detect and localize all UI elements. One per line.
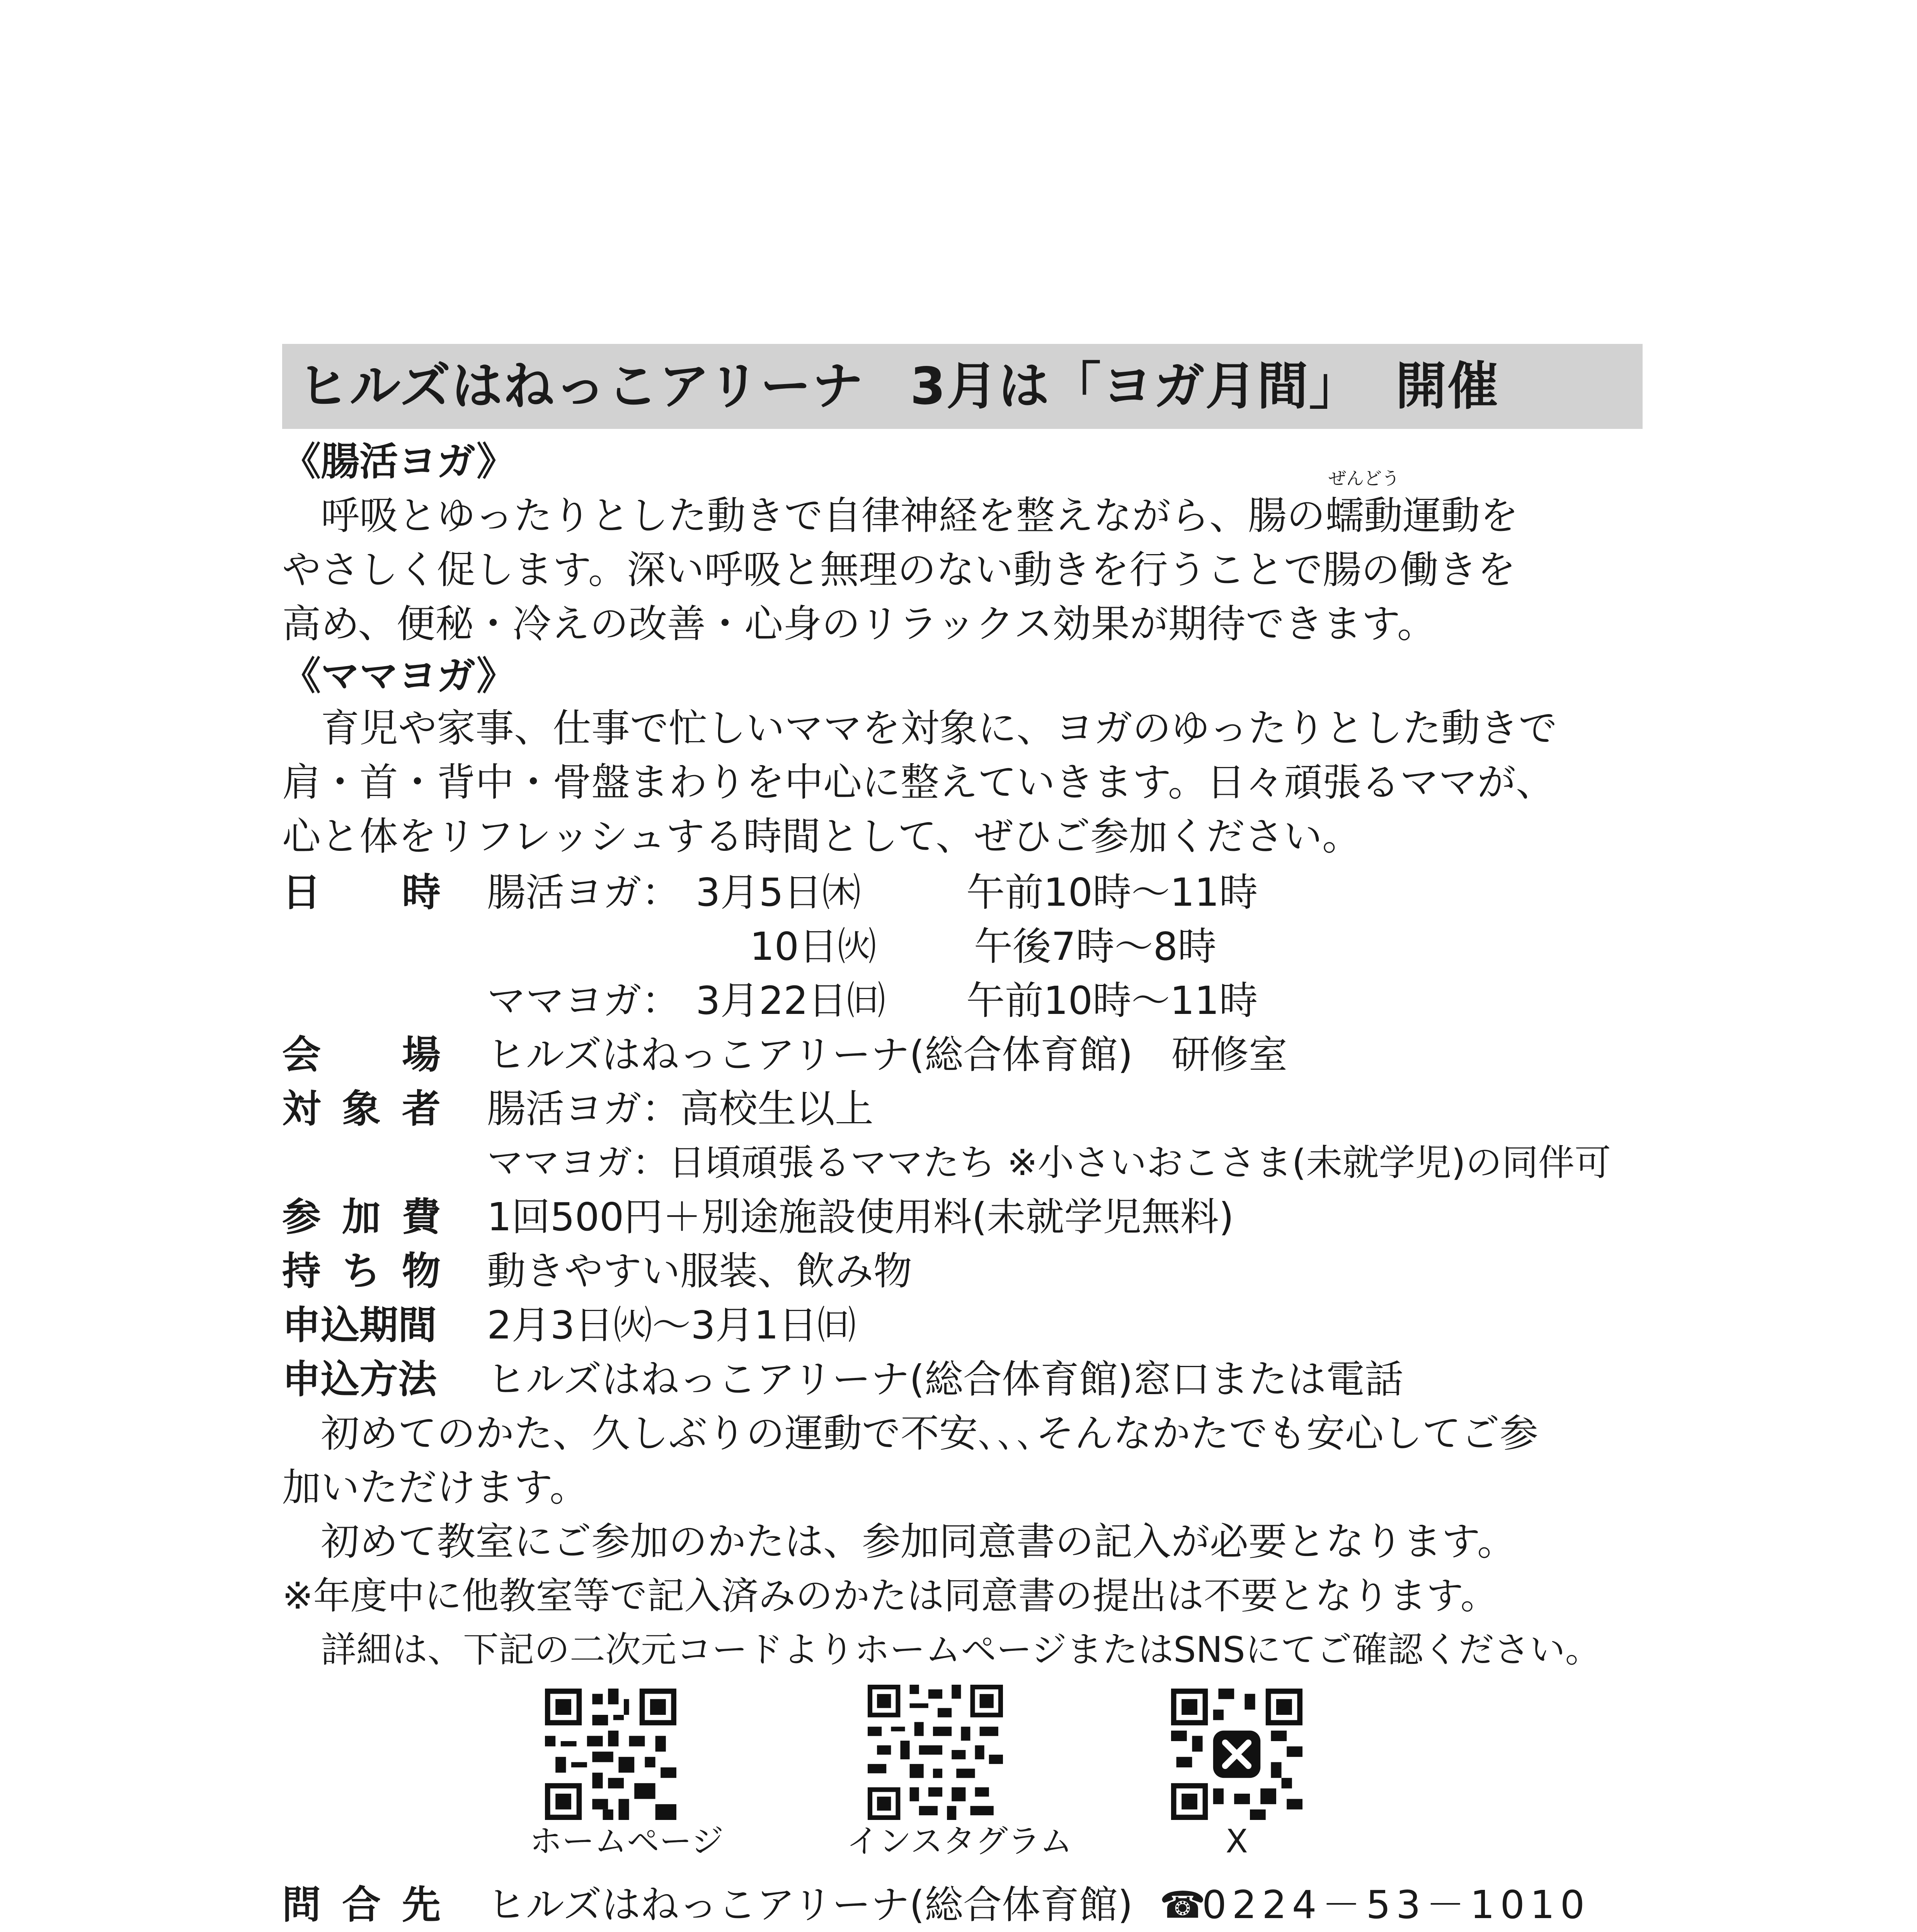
method-row	[282, 1352, 1643, 1406]
note-line: ※年度中に他教室等で記入済みのかたは同意書の提出は不要となります。	[282, 1574, 1498, 1617]
datetime-date: 3月5日㈭	[696, 870, 861, 915]
ruby-word: ぜんどう 蠕動	[1325, 468, 1403, 538]
qr-instagram[interactable]	[846, 1685, 1073, 1862]
body-line: 高め、便秘・冷えの改善・心身のリラックス効果が期待できます。	[282, 601, 1436, 646]
period-value: 2月3日㈫～3月1日㈰	[487, 1303, 856, 1348]
target-label: 対 象 者	[282, 1086, 441, 1131]
note-line: 初めて教室にご参加のかたは、参加同意書の記入が必要となります。	[321, 1519, 1516, 1564]
datetime-date: 3月22日㈰	[696, 978, 885, 1023]
section-body-mama-yoga	[282, 701, 1643, 864]
fee-label: 参 加 費	[282, 1194, 441, 1240]
target-row	[282, 1082, 1643, 1136]
venue-row	[282, 1028, 1643, 1082]
venue-value: ヒルズはねっこアリーナ(総合体育館) 研修室	[487, 1032, 1288, 1077]
contact-label: 問 合 先	[282, 1882, 441, 1927]
section-heading-gut-yoga: 《腸活ヨガ》	[282, 439, 515, 484]
note-line: 詳細は、下記の二次元コードよりホームページまたはSNSにてご確認ください。	[321, 1629, 1601, 1670]
body-line: 呼吸とゆったりとした動きで自律神経を整えながら、腸の ぜんどう 蠕動運動を	[282, 489, 1643, 543]
method-label: 申込方法	[282, 1357, 437, 1402]
page-title	[282, 344, 1643, 429]
datetime-date: 10日㈫	[750, 924, 877, 969]
contact-name: ヒルズはねっこアリーナ(総合体育館)	[487, 1882, 1133, 1927]
fee-value: 1回500円＋別途施設使用料(未就学児無料)	[487, 1194, 1234, 1240]
period-row	[282, 1298, 1643, 1352]
target-value: 腸活ヨガ：高校生以上	[487, 1086, 873, 1131]
qr-code-icon	[545, 1689, 676, 1820]
qr-caption-instagram: インスタグラム	[846, 1822, 1073, 1860]
title-month: 3月は「ヨガ月間」	[910, 357, 1361, 416]
title-event: 開催	[1395, 357, 1499, 416]
body-line: 育児や家事、仕事で忙しいママを対象に、ヨガのゆったりとした動きで	[321, 706, 1557, 751]
body-line: 肩・首・背中・骨盤まわりを中心に整えていきます。日々頑張るママが、	[282, 760, 1554, 805]
method-value: ヒルズはねっこアリーナ(総合体育館)窓口または電話	[487, 1357, 1404, 1402]
contact-row	[282, 1878, 1643, 1932]
items-value: 動きやすい服装、飲み物	[487, 1248, 912, 1294]
datetime-name: ママヨガ：	[487, 978, 680, 1023]
phone-icon: ☎	[1159, 1883, 1206, 1927]
section-body-gut-yoga	[282, 468, 1643, 651]
datetime-row-1	[282, 866, 1643, 920]
qr-homepage[interactable]	[529, 1689, 724, 1862]
items-label: 持 ち 物	[282, 1248, 441, 1294]
note-line: 初めてのかた、久しぶりの運動で不安､､､そんなかたでも安心してご参	[321, 1411, 1538, 1456]
title-venue: ヒルズはねっこアリーナ	[298, 357, 864, 416]
datetime-row-3	[282, 974, 1643, 1028]
qr-code-icon	[868, 1685, 1003, 1820]
notes	[282, 1406, 1643, 1677]
qr-code-x-icon	[1171, 1689, 1302, 1820]
period-label: 申込期間	[282, 1303, 437, 1348]
qr-x[interactable]	[1167, 1689, 1306, 1862]
note-line: 加いただけます。	[282, 1465, 588, 1510]
items-row	[282, 1244, 1643, 1298]
datetime-label: 日 時	[282, 870, 441, 915]
datetime-name: 腸活ヨガ：	[487, 870, 680, 915]
datetime-time: 午後7時～8時	[974, 924, 1217, 969]
qr-caption-x: X	[1226, 1822, 1248, 1860]
fee-row	[282, 1190, 1643, 1244]
contact-phone[interactable]: 0224－53－1010	[1202, 1882, 1590, 1927]
body-line: 心と体をリフレッシュする時間として、ぜひご参加ください。	[282, 814, 1361, 859]
qr-caption-homepage: ホームページ	[529, 1822, 724, 1860]
target-value: ママヨガ：日頃頑張るママたち ※小さいおこさま(未就学児)の同伴可	[487, 1142, 1611, 1184]
datetime-row-2	[282, 920, 1643, 974]
section-heading-mama-yoga: 《ママヨガ》	[282, 653, 515, 699]
target-row-2	[282, 1136, 1643, 1190]
body-line: やさしく促します。深い呼吸と無理のない動きを行うことで腸の働きを	[282, 547, 1516, 592]
venue-label: 会 場	[282, 1032, 441, 1077]
datetime-time: 午前10時～11時	[966, 978, 1258, 1023]
datetime-time: 午前10時～11時	[966, 870, 1258, 915]
